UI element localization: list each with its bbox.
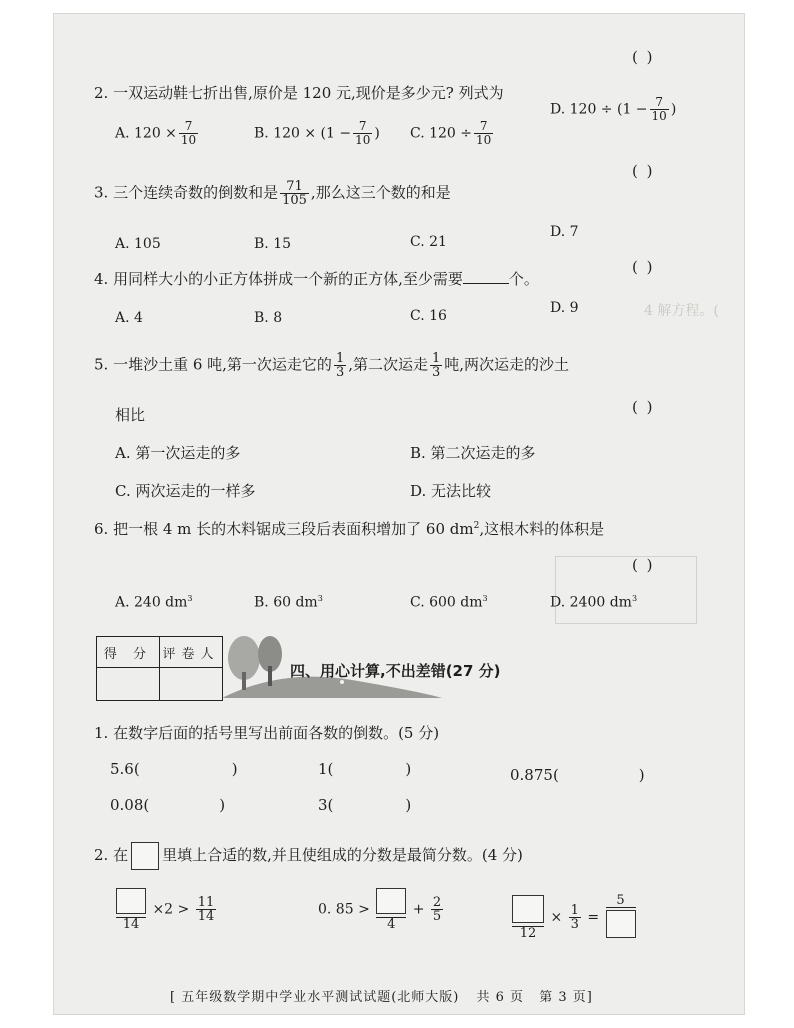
- q4-text: 4. 用同样大小的小正方体拼成一个新的正方体,至少需要 个。: [94, 270, 539, 288]
- sample-answer-box: [131, 842, 159, 870]
- p2-expression-2: 0. 85 > 4 + $\frac{2}{5}$: [318, 888, 445, 931]
- fill-box-3[interactable]: [512, 895, 544, 923]
- p1-item-1: 5.6( ): [110, 760, 238, 778]
- q3-option-b: B. 15: [254, 236, 292, 252]
- q5-option-a: A. 第一次运走的多: [115, 444, 241, 462]
- q5-option-b: B. 第二次运走的多: [410, 444, 536, 462]
- q3-text: 3. 三个连续奇数的倒数和是 $\frac{71}{105}$ ,那么这三个数的和是: [94, 179, 451, 208]
- q4-answer-paren: ( ): [632, 258, 655, 276]
- q5-text-line2: 相比: [115, 406, 146, 424]
- q2-option-b: B. 120 × (1 − $\frac{7}{10}$ ): [254, 119, 380, 147]
- score-header: 得 分: [97, 637, 160, 668]
- fill-box-4[interactable]: [606, 910, 636, 938]
- p1-item-4: 0.08( ): [110, 796, 226, 814]
- q4-option-a: A. 4: [115, 310, 143, 326]
- q6-option-c: C. 600 $dm^3$: [410, 594, 488, 611]
- q3-option-d: D. 7: [550, 224, 579, 240]
- fill-box-2[interactable]: [376, 888, 406, 914]
- q5-option-d: D. 无法比较: [410, 482, 492, 500]
- bleed-through-box: [555, 556, 697, 624]
- score-cell[interactable]: [97, 668, 160, 701]
- q5-option-c: C. 两次运走的一样多: [115, 482, 256, 500]
- q2-text: 2. 一双运动鞋七折出售,原价是 120 元,现价是多少元? 列式为: [94, 84, 504, 102]
- q2-option-d: D. 120 ÷ (1 − $\frac{7}{10}$ ): [550, 95, 677, 123]
- q2-option-a: A. 120 × $\frac{7}{10}$: [115, 119, 197, 147]
- footer-total-pages: 共 6 页: [476, 990, 525, 1005]
- q6-option-d: D. 2400 $dm^3$: [550, 594, 638, 611]
- p2-text: 2. 在 里填上合适的数,并且使组成的分数是最简分数。(4 分): [94, 842, 523, 870]
- fill-box-1[interactable]: [116, 888, 146, 914]
- footer-title: [ 五年级数学期中学业水平测试试题(北师大版): [170, 990, 460, 1005]
- grader-header: 评卷人: [160, 637, 223, 668]
- p2-expression-1: 14 ×2 > $\frac{11}{14}$: [114, 888, 218, 931]
- q6-text: 6. 把一根 4 m 长的木料锯成三段后表面积增加了 60 $dm^2$,这根木料的体积是: [94, 520, 605, 538]
- footer: [170, 986, 593, 1005]
- q2-option-c: C. 120 ÷ $\frac{7}{10}$: [410, 119, 492, 147]
- p1-item-3: 0.875( ): [510, 766, 645, 784]
- p1-text: 1. 在数字后面的括号里写出前面各数的倒数。(5 分): [94, 724, 440, 742]
- p2-expression-3: 12 × $\frac{1}{3}$ = 5: [510, 894, 638, 941]
- q3-option-a: A. 105: [115, 236, 161, 252]
- q5-text: 5. 一堆沙土重 6 吨,第一次运走它的 $\frac{1}{3}$ ,第二次运走 $\frac{1}{3}$ 吨,两次运走的沙土: [94, 351, 570, 380]
- p1-item-2: 1( ): [318, 760, 412, 778]
- q5-answer-paren: ( ): [632, 398, 655, 416]
- score-table: [96, 636, 223, 701]
- footer-page-number: 第 3 页]: [539, 990, 593, 1005]
- q6-option-b: B. 60 $dm^3$: [254, 594, 323, 611]
- bleed-through-text: 4 解方程。(: [644, 303, 719, 319]
- prev-answer-paren: ( ): [632, 48, 655, 66]
- grader-cell[interactable]: [160, 668, 223, 701]
- q6-answer-paren: ( ): [632, 556, 655, 574]
- q6-option-a: A. 240 $dm^3$: [115, 594, 193, 611]
- section-4-title: 四、用心计算,不出差错(27 分): [290, 662, 501, 680]
- q4-option-d: D. 9: [550, 300, 579, 316]
- q3-answer-paren: ( ): [632, 162, 655, 180]
- q3-option-c: C. 21: [410, 234, 447, 250]
- q4-blank: [463, 269, 509, 284]
- p1-item-5: 3( ): [318, 796, 412, 814]
- q4-option-c: C. 16: [410, 308, 447, 324]
- q4-option-b: B. 8: [254, 310, 283, 326]
